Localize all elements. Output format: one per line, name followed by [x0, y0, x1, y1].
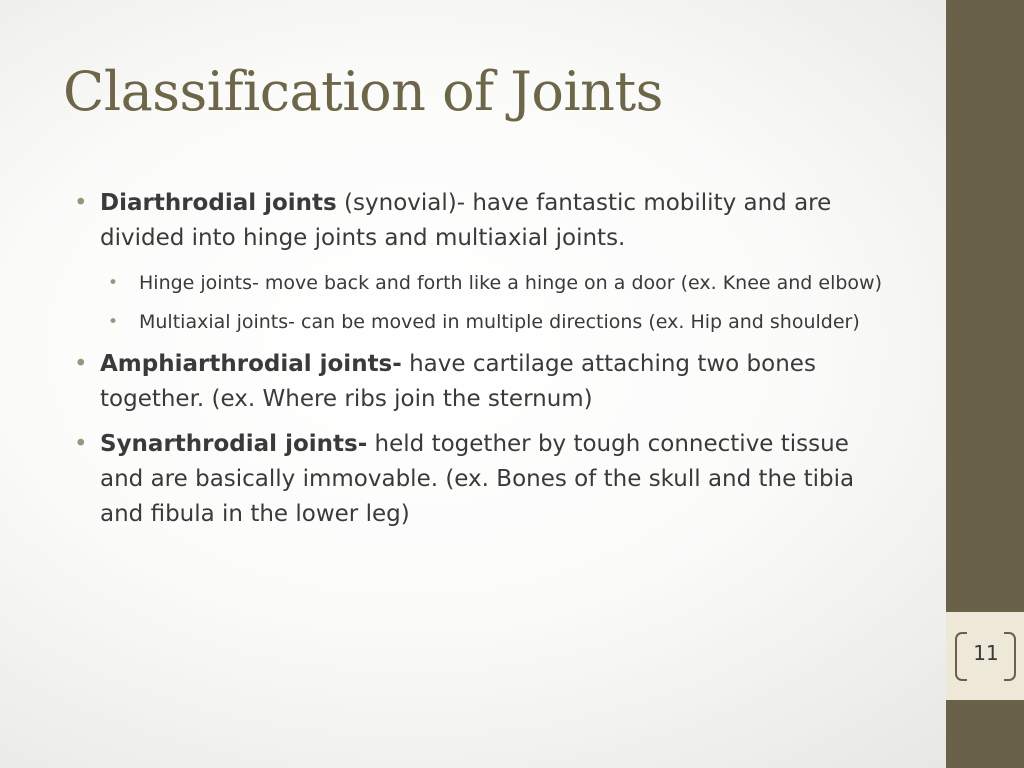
sub-bullet-marker: • — [108, 312, 119, 332]
bullet-marker: • — [74, 431, 88, 457]
bullet-marker: • — [74, 351, 88, 377]
sub-bullet-list — [74, 266, 894, 339]
bullet-marker: • — [74, 190, 88, 216]
bullet-item — [74, 347, 894, 417]
bullet-term: Synarthrodial joints- — [100, 431, 368, 457]
bullet-term: Diarthrodial joints — [100, 190, 337, 216]
bullet-text: held together by tough connective tissue and are basically immovable. (ex. Bones of the skull and the tibia and fibula in the lower leg) — [100, 431, 855, 527]
bullet-item — [74, 427, 894, 532]
bullet-text: have cartilage attaching two bones together. (ex. Where ribs join the sternum) — [100, 351, 816, 412]
slide-title: Classification of Joints — [63, 60, 663, 123]
sub-bullet-text: Multiaxial joints- can be moved in multiple directions (ex. Hip and shoulder) — [139, 311, 860, 333]
sub-bullet-item — [108, 305, 894, 339]
sub-bullet-text: Hinge joints- move back and forth like a hinge on a door (ex. Knee and elbow) — [139, 272, 883, 294]
bullet-text: (synovial)- have fantastic mobility and are divided into hinge joints and multiaxial joints. — [100, 190, 832, 251]
bullet-term: Amphiarthrodial joints- — [100, 351, 402, 377]
bullet-list — [74, 186, 894, 542]
sub-bullet-marker: • — [108, 273, 119, 293]
sub-bullet-item — [108, 266, 894, 300]
page-number: 11 — [973, 641, 999, 665]
bullet-item — [74, 186, 894, 256]
